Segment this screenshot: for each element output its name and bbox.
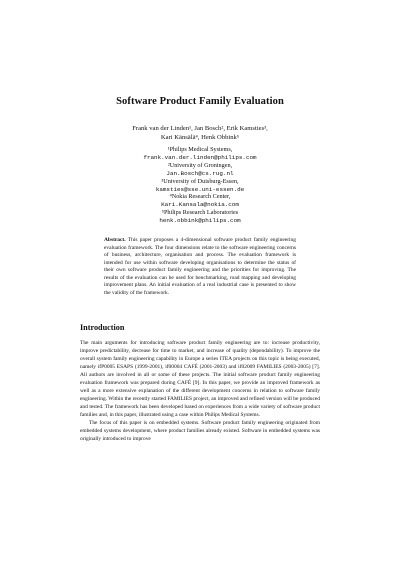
body-text bbox=[80, 339, 320, 443]
affiliation-line: ⁵Philips Research Laboratories bbox=[161, 209, 239, 217]
abstract bbox=[104, 237, 296, 297]
email-address: Jan.Bosch@cs.rug.nl bbox=[166, 169, 234, 177]
abstract-label: Abstract. bbox=[104, 237, 126, 243]
email-address: frank.van.der.linden@philips.com bbox=[143, 153, 257, 161]
paragraph: The focus of this paper is on embedded systems. Software product family engineering originated from embedded systems development, where product families already existed. Software in embedded systems was originally introduced to improve bbox=[80, 420, 320, 442]
affiliation-list bbox=[0, 146, 400, 225]
author-line: Frank van der Linden¹, Jan Bosch², Erik Kamsties³, bbox=[132, 125, 268, 132]
section-heading: Introduction bbox=[80, 323, 125, 332]
author-list bbox=[0, 125, 400, 142]
email-address: henk.obbink@philips.com bbox=[159, 217, 241, 225]
affiliation-line: ¹Philips Medical Systems, bbox=[167, 146, 233, 153]
author-line: Kari Känsälä⁴, Henk Obbink⁵ bbox=[160, 133, 240, 141]
paragraph: The main arguments for introducing software product family engineering are to: increase productivity, improve predictability, decrease for time to market, and increase of quality (dependability). To improve the overall system family engineering capability in Europe a series ITEA projects on this topic is being executed, namely ifP0005 ESAPS (1999-2001), if00004 CAFÉ (2001-2003) and if02009 FAMILIES (2003-2005) [7]. All authors are involved in all or some of these projects. The initial software product family engineering evaluation framework was prepared during CAFÉ [9]. In this paper, we provide an improved framework as well as a more extensive explanation of the different development concerns in relation to software family engineering. Within the recently started FAMILIES project, an improved and refined version will be produced and tested. The framework has been developed based on experiences from a wide variety of software product families and, in this paper, illustrated using a case within Philips Medical Systems. bbox=[80, 340, 320, 418]
email-address: kamsties@sse.uni-essen.de bbox=[155, 185, 245, 193]
affiliation-line: ³University of Duisburg-Essen, bbox=[161, 177, 239, 185]
affiliation-line: ⁴Nokia Research Center, bbox=[169, 193, 231, 201]
affiliation-line: ²University of Groningen, bbox=[167, 161, 233, 169]
paper-title: Software Product Family Evaluation bbox=[116, 96, 284, 107]
email-address: Kari.Kansala@nokia.com bbox=[161, 201, 239, 209]
abstract-text: This paper proposes a 4-dimensional software product family engineering evaluation framework. The four dimensions relate to the software engineering concerns of business, architecture, organisation and process. The evaluation framework is intended for use within software developing organisations to determine the status of their own software product family engineering and the priorities for improving. The results of the evaluation can be used for benchmarking, road mapping and developing improvement plans. An initial evaluation of a real industrial case is presented to show the validity of the framework. bbox=[104, 237, 296, 296]
